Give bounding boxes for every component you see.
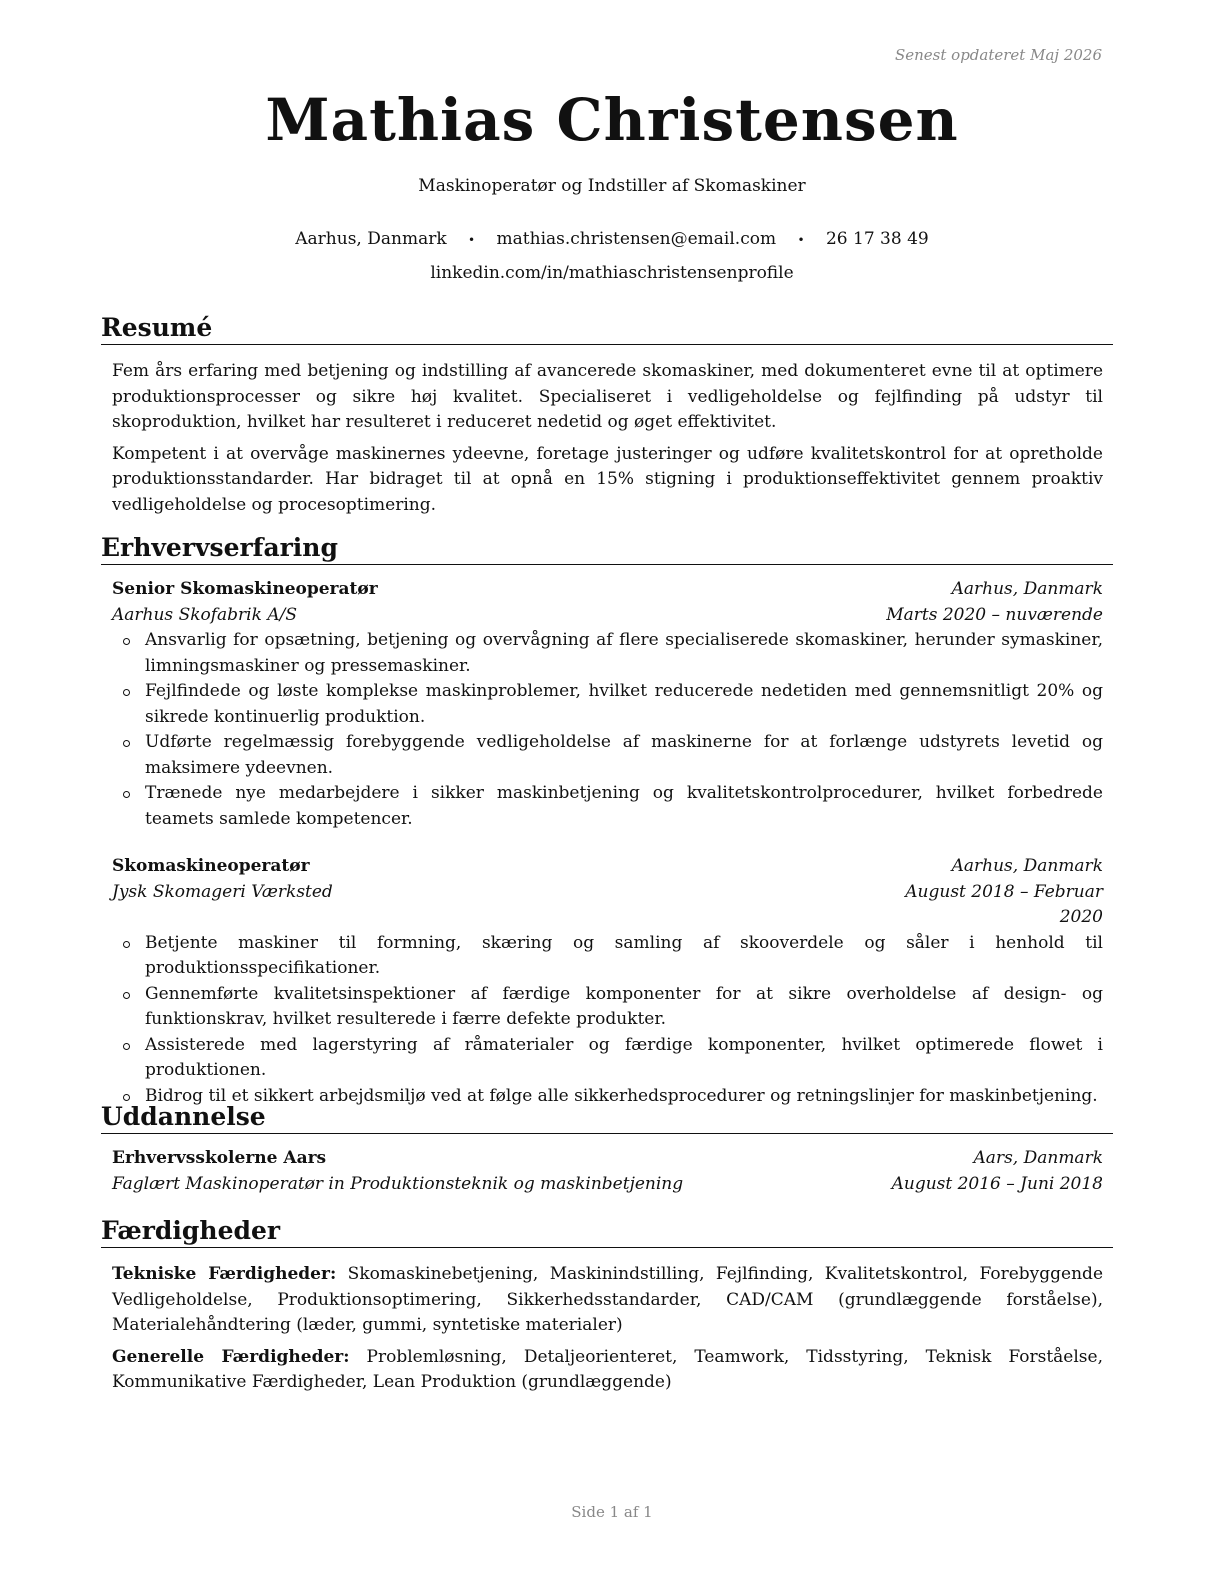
bullet-icon	[123, 941, 130, 948]
bullet-separator: •	[797, 232, 805, 247]
job-location: Aarhus, Danmark	[951, 856, 1103, 876]
location: Aarhus, Danmark	[295, 229, 447, 249]
list-item: Bidrog til et sikkert arbejdsmiljø ved at følge alle sikkerhedsprocedurer og retningslinjer for maskinbetjening.	[112, 1084, 1103, 1110]
skills-body	[101, 1262, 1113, 1396]
job-entry	[112, 577, 1103, 832]
bullet-icon	[123, 992, 130, 999]
skills-text: Skomaskinebetjening, Maskinindstilling, Fejlfinding, Kvalitetskontrol, Forebyggende Vedligeholdelse, Produktionsoptimering, Sikkerhedsstandarder, CAD/CAM (grundlæggende forståelse), Materialehåndtering (læder, gummi, syntetiske materialer)	[112, 1264, 1104, 1335]
last-updated: Senest opdateret Maj 2026	[894, 46, 1102, 64]
bullet-separator: •	[468, 232, 476, 247]
education-dates: August 2016 – Juni 2018	[891, 1173, 1103, 1194]
section-heading: Erhvervserfaring	[101, 533, 1113, 565]
resume-paragraph: Fem års erfaring med betjening og indstilling af avancerede skomaskiner, med dokumenteret evne til at optimere produktionsprocesser og sikre høj kvalitet. Specialiseret i vedligeholdelse og fejlfinding på udstyr til skoproduktion, hvilket har resulteret i reduceret nedetid og øget effektivitet.	[112, 361, 1103, 432]
list-item: Udførte regelmæssig forebyggende vedligeholdelse af maskinerne for at forlænge udstyrets levetid og maksimere ydeevnen.	[112, 730, 1103, 781]
bullet-icon	[123, 740, 130, 747]
experience-body	[101, 577, 1113, 1109]
job-title: Skomaskineoperatør	[112, 856, 310, 876]
skills-label: Generelle Færdigheder:	[112, 1346, 350, 1367]
section-resume	[101, 313, 1113, 518]
school-name: Erhvervsskolerne Aars	[112, 1148, 327, 1168]
general-skills	[112, 1345, 1103, 1396]
bullet-icon	[123, 791, 130, 798]
section-skills	[101, 1216, 1113, 1396]
education-entry	[112, 1146, 1103, 1197]
email-link[interactable]: mathias.christensen@email.com	[496, 229, 777, 249]
job-title: Maskinoperatør og Indstiller af Skomaskiner	[418, 176, 806, 196]
bullet-icon	[123, 1094, 130, 1101]
list-item: Trænede nye medarbejdere i sikker maskinbetjening og kvalitetskontrolprocedurer, hvilket forbedrede teamets samlede kompetencer.	[112, 781, 1103, 832]
resume-body	[101, 359, 1113, 518]
education-body	[101, 1146, 1113, 1197]
job-bullets	[112, 931, 1103, 1110]
list-item: Ansvarlig for opsætning, betjening og overvågning af flere specialiserede skomaskiner, herunder symaskiner, limningsmaskiner og pressemaskiner.	[112, 628, 1103, 679]
list-item: Fejlfindede og løste komplekse maskinproblemer, hvilket reducerede nedetiden med gennemsnitligt 20% og sikrede kontinuerlig produktion.	[112, 679, 1103, 730]
job-location: Aarhus, Danmark	[951, 579, 1103, 599]
job-entry	[112, 854, 1103, 1109]
degree: Faglært Maskinoperatør in Produktionsteknik og maskinbetjening	[112, 1173, 684, 1194]
job-dates: August 2018 – Februar 2020	[905, 881, 1103, 927]
company-name: Jysk Skomageri Værksted	[112, 881, 333, 902]
bullet-icon	[123, 1043, 130, 1050]
section-heading: Færdigheder	[101, 1216, 1113, 1248]
page-number: Side 1 af 1	[571, 1503, 653, 1521]
job-title: Senior Skomaskineoperatør	[112, 579, 378, 599]
linkedin-link[interactable]: linkedin.com/in/mathiaschristensenprofile	[430, 263, 794, 283]
section-heading: Uddannelse	[101, 1102, 1113, 1134]
list-item: Betjente maskiner til formning, skæring og samling af skooverdele og såler i henhold til produktionsspecifikationer.	[112, 931, 1103, 982]
contact-line	[0, 229, 1224, 249]
candidate-name: Mathias Christensen	[265, 86, 959, 154]
bullet-icon	[123, 689, 130, 696]
list-item: Assisterede med lagerstyring af råmaterialer og færdige komponenter, hvilket optimerede flowet i produktionen.	[112, 1033, 1103, 1084]
bullet-icon	[123, 638, 130, 645]
school-location: Aars, Danmark	[973, 1148, 1103, 1168]
section-education	[101, 1102, 1113, 1197]
job-dates: Marts 2020 – nuværende	[886, 604, 1103, 625]
section-heading: Resumé	[101, 313, 1113, 345]
skills-label: Tekniske Færdigheder:	[112, 1264, 337, 1284]
section-experience	[101, 533, 1113, 1109]
job-bullets	[112, 628, 1103, 832]
list-item: Gennemførte kvalitetsinspektioner af færdige komponenter for at sikre overholdelse af design- og funktionskrav, hvilket resulterede i færre defekte produkter.	[112, 982, 1103, 1033]
company-name: Aarhus Skofabrik A/S	[112, 604, 297, 625]
skills-text: Problemløsning, Detaljeorienteret, Teamwork, Tidsstyring, Teknisk Forståelse, Kommunikative Færdigheder, Lean Produktion (grundlæggende)	[112, 1346, 1103, 1392]
phone-number: 26 17 38 49	[825, 229, 929, 249]
technical-skills	[112, 1262, 1103, 1339]
resume-paragraph: Kompetent i at overvåge maskinernes ydeevne, foretage justeringer og udføre kvalitetskontrol for at opretholde produktionsstandarder. Har bidraget til at opnå en 15% stigning i produktionseffektivitet gennem proaktiv vedligeholdelse og procesoptimering.	[112, 443, 1103, 515]
